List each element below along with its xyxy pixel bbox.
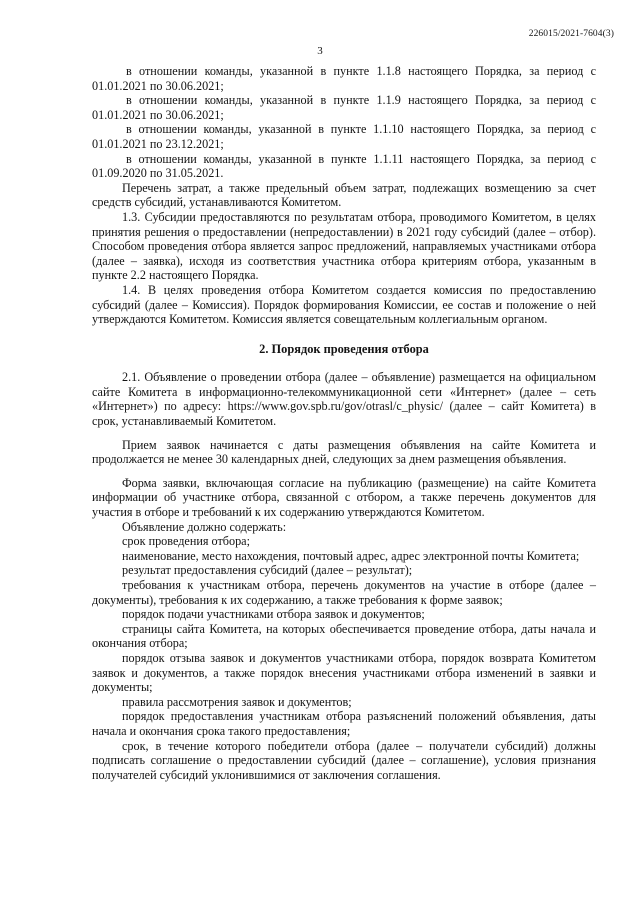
paragraph: в отношении команды, указанной в пункте 1.1.10 настоящего Порядка, за период с 01.01.2021 по 23.12.2021;: [92, 122, 596, 151]
paragraph: в отношении команды, указанной в пункте 1.1.8 настоящего Порядка, за период с 01.01.2021 по 30.06.2021;: [92, 64, 596, 93]
paragraph: 1.3. Субсидии предоставляются по результатам отбора, проводимого Комитетом, в целях принятия решения о предоставлении (непредоставлении) в 2021 году субсидий (далее – отбор). Способом проведения отбора является запрос предложений, направляемых участниками отбора (далее – заявка), исходя из соответствия участника отбора критериям отбора, указанным в пункте 2.2 настоящего Порядка.: [92, 209, 596, 283]
list-item: наименование, место нахождения, почтовый адрес, адрес электронной почты Комитета;: [122, 548, 580, 563]
section-heading: 2. Порядок проведения отбора: [259, 341, 429, 356]
paragraph: Форма заявки, включающая согласие на публикацию (размещение) на сайте Комитета информации об участнике отбора, связанной с отбором, а также перечень документов для участия в отборе и требований к их содержанию утверждаются Комитетом.: [92, 475, 596, 520]
list-item: требования к участникам отбора, перечень документов на участие в отборе (далее – документы), требования к их содержанию, а также требования к форме заявок;: [92, 578, 596, 607]
list-item: результат предоставления субсидий (далее – результат);: [122, 563, 413, 578]
list-item: порядок отзыва заявок и документов участниками отбора, порядок возврата Комитетом заявок и документов, а также порядок внесения участниками отбора изменений в заявки и документы;: [92, 650, 596, 695]
page-number: 3: [317, 45, 323, 57]
paragraph: 2.1. Объявление о проведении отбора (далее – объявление) размещается на официальном сайте Комитета в информационно-телекоммуникационной сети «Интернет» (далее – сеть «Интернет») по адресу: https://www.gov.spb.ru/gov/otrasl/c_physic/ (далее – сайт Комитета) в срок, устанавливаемый Комитетом.: [92, 370, 596, 429]
paragraph: в отношении команды, указанной в пункте 1.1.11 настоящего Порядка, за период с 01.09.2020 по 31.05.2021.: [92, 151, 596, 181]
list-item: срок, в течение которого победители отбора (далее – получатели субсидий) должны подписать соглашение о предоставлении субсидий (далее – соглашение), условия признания получателей субсидий уклонившимися от заключения соглашения.: [92, 738, 596, 782]
list-intro: Объявление должно содержать:: [122, 519, 287, 534]
list-item: страницы сайта Комитета, на которых обеспечивается проведение отбора, даты начала и окончания отбора;: [92, 621, 596, 651]
paragraph: 1.4. В целях проведения отбора Комитетом создается комиссия по предоставлению субсидий (далее – Комиссия). Порядок формирования Комиссии, ее состав и положение о ней утверждаются Комитетом. Комиссия является совещательным коллегиальным органом.: [92, 282, 596, 327]
list-item: порядок подачи участниками отбора заявок и документов;: [122, 607, 425, 622]
document-body: [92, 64, 596, 782]
list-item: правила рассмотрения заявок и документов;: [122, 694, 352, 709]
list-item: срок проведения отбора;: [122, 534, 250, 549]
list-item: порядок предоставления участникам отбора разъяснений положений объявления, даты начала и окончания срока такого предоставления;: [92, 709, 596, 738]
paragraph: Перечень затрат, а также предельный объем затрат, подлежащих возмещению за счет средств субсидий, устанавливаются Комитетом.: [92, 180, 596, 210]
paragraph: в отношении команды, указанной в пункте 1.1.9 настоящего Порядка, за период с 01.01.2021 по 30.06.2021;: [92, 93, 596, 122]
document-number: 226015/2021-7604(3): [528, 29, 614, 39]
paragraph: Прием заявок начинается с даты размещения объявления на сайте Комитета и продолжается не менее 30 календарных дней, следующих за днем размещения объявления.: [92, 437, 596, 467]
